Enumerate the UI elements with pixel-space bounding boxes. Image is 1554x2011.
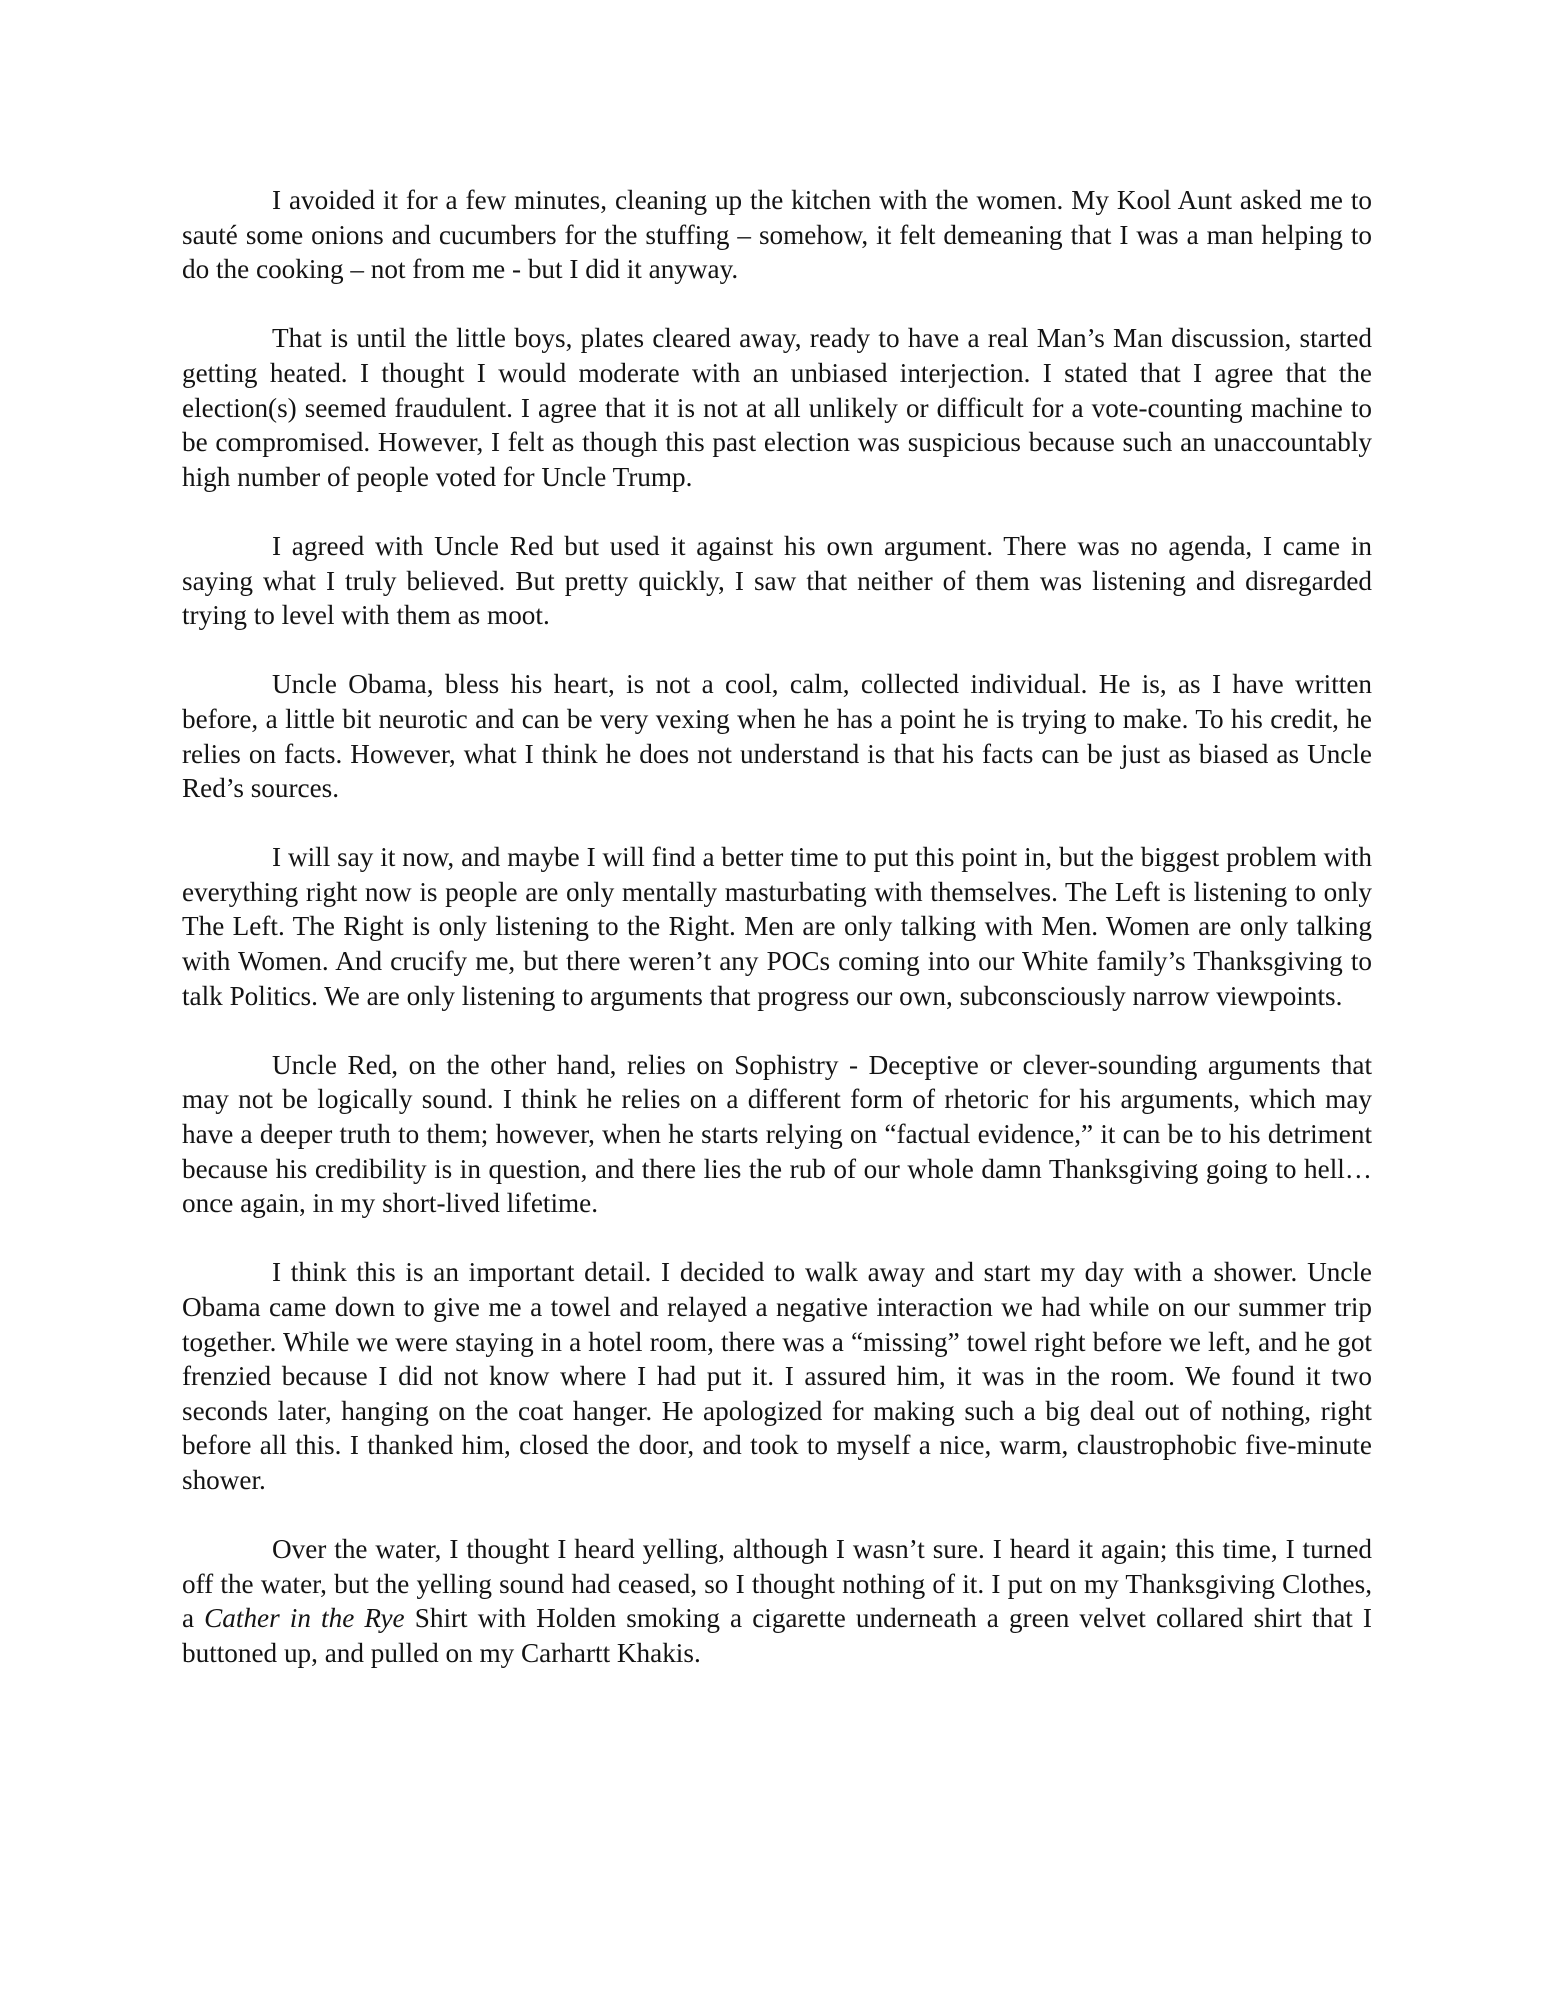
paragraph-7: I think this is an important detail. I decided to walk away and start my day with a shower. Uncle Obama came down to give me a towel and relayed a negative interaction we had while on our summer trip together. While we were staying in a hotel room, there was a “missing” towel right before we left, and he got frenzied because I did not know where I had put it. I assured him, it was in the room. We found it two seconds later, hanging on the coat hanger. He apologized for making such a big deal out of nothing, right before all this. I thanked him, closed the door, and took to myself a nice, warm, claustrophobic five-minute shower. xyxy=(182,1257,1372,1495)
paragraph-6: Uncle Red, on the other hand, relies on Sophistry - Deceptive or clever-sounding arguments that may not be logically sound. I think he relies on a different form of rhetoric for his arguments, which may have a deeper truth to them; however, when he starts relying on “factual evidence,” it can be to his detriment because his credibility is in question, and there lies the rub of our whole damn Thanksgiving going to hell…once again, in my short-lived lifetime. xyxy=(182,1049,1372,1219)
paragraph-5: I will say it now, and maybe I will find a better time to put this point in, but the biggest problem with everything right now is people are only mentally masturbating with themselves. The Left is listening to only The Left. The Right is only listening to the Right. Men are only talking with Men. Women are only talking with Women. And crucify me, but there weren’t any POCs coming into our White family’s Thanksgiving to talk Politics. We are only listening to arguments that progress our own, subconsciously narrow viewpoints. xyxy=(182,842,1372,1011)
paragraph-4: Uncle Obama, bless his heart, is not a cool, calm, collected individual. He is, as I have written before, a little bit neurotic and can be very vexing when he has a point he is trying to make. To his credit, he relies on facts. However, what I think he does not understand is that his facts can be just as biased as Uncle Red’s sources. xyxy=(182,669,1372,804)
paragraph-8-text-end: Shirt with Holden smoking a cigarette underneath a green velvet collared shirt that I buttoned up, and pulled on my Carhartt Khakis. xyxy=(182,1603,1372,1668)
paragraph-1: I avoided it for a few minutes, cleaning up the kitchen with the women. My Kool Aunt asked me to sauté some onions and cucumbers for the stuffing – somehow, it felt demeaning that I was a man helping to do the cooking – not from me - but I did it anyway. xyxy=(182,185,1372,285)
paragraph-8 xyxy=(182,1532,1372,1670)
paragraph-8-text-start: Over the water, I thought I heard yelling, although I wasn’t sure. I heard it again; this time, I turned off the water, but the yelling sound had ceased, so I thought nothing of it. I put on my Thanksgiving Clothes, a xyxy=(182,1534,1372,1634)
paragraph-2: That is until the little boys, plates cleared away, ready to have a real Man’s Man discussion, started getting heated. I thought I would moderate with an unbiased interjection. I stated that I agree that the election(s) seemed fraudulent. I agree that it is not at all unlikely or difficult for a vote-counting machine to be compromised. However, I felt as though this past election was suspicious because such an unaccountably high number of people voted for Uncle Trump. xyxy=(182,323,1372,492)
paragraph-3: I agreed with Uncle Red but used it against his own argument. There was no agenda, I came in saying what I truly believed. But pretty quickly, I saw that neither of them was listening and disregarded trying to level with them as moot. xyxy=(182,530,1372,631)
book-title: Cather in the Rye xyxy=(204,1603,405,1634)
document-page xyxy=(182,183,1372,1671)
